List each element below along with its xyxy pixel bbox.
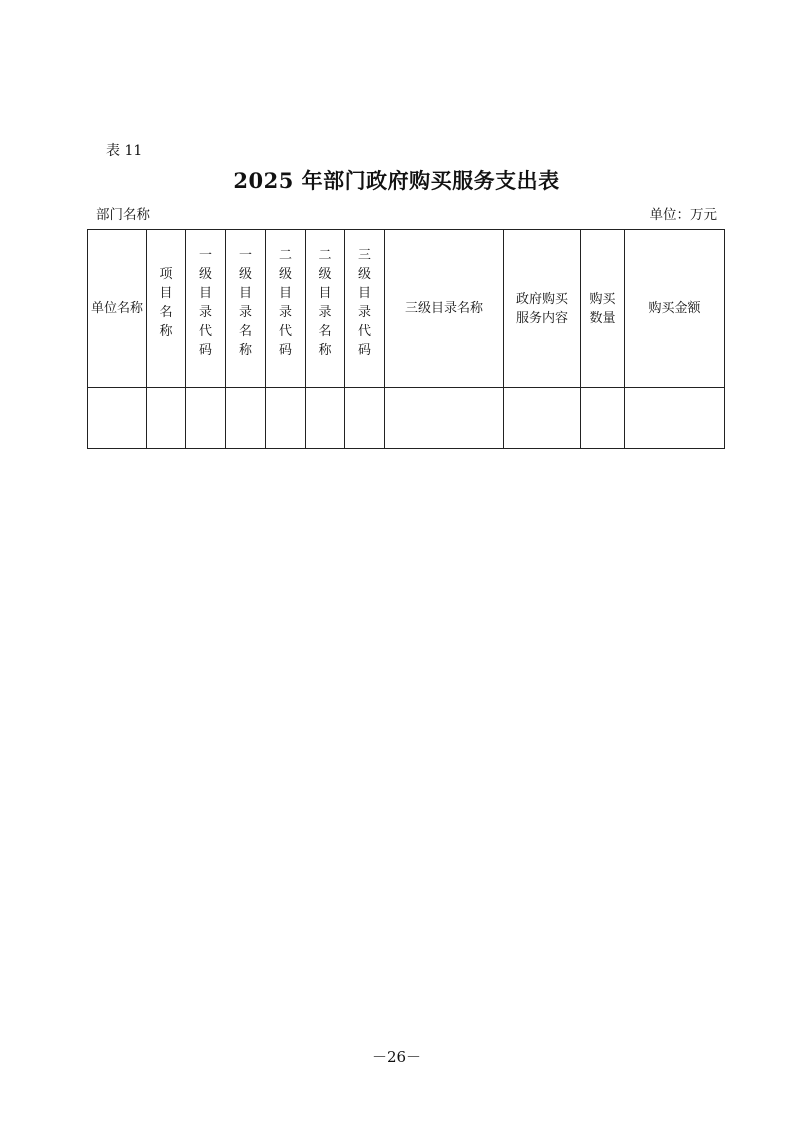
table-cell	[88, 388, 147, 449]
header-level2-code-text: 二级目录代码	[278, 247, 292, 358]
table-cell	[581, 388, 625, 449]
header-quantity	[581, 230, 625, 388]
table-cell	[625, 388, 725, 449]
table-cell	[385, 388, 504, 449]
table-cell	[226, 388, 266, 449]
header-project-name	[147, 230, 186, 388]
table-header-row	[88, 230, 725, 388]
table-cell	[147, 388, 186, 449]
unit-label: 单位：万元	[649, 207, 717, 223]
header-level2-code	[266, 230, 306, 388]
header-level1-name-text: 一级目录名称	[238, 247, 252, 358]
header-level3-code-text: 三级目录代码	[357, 247, 371, 358]
header-quantity-text: 购买数量	[589, 291, 616, 326]
table-cell	[345, 388, 385, 449]
header-level2-name	[306, 230, 345, 388]
department-name-label: 部门名称	[96, 207, 150, 223]
header-service-content	[504, 230, 581, 388]
header-level1-name	[226, 230, 266, 388]
header-amount: 购买金额	[625, 230, 725, 388]
header-unit-name	[88, 230, 147, 388]
header-service-content-text: 政府购买服务内容	[515, 291, 568, 326]
expense-table	[87, 229, 725, 449]
header-level1-code-text: 一级目录代码	[198, 247, 212, 358]
header-level3-name: 三级目录名称	[385, 230, 504, 388]
table-cell	[186, 388, 226, 449]
header-level1-code	[186, 230, 226, 388]
page-number: －26－	[371, 1048, 422, 1066]
header-level2-name-text: 二级目录名称	[318, 247, 332, 358]
table-cell	[504, 388, 581, 449]
table-cell	[306, 388, 345, 449]
header-unit-name-text: 单位名称	[90, 301, 143, 316]
table-cell	[266, 388, 306, 449]
header-level3-code	[345, 230, 385, 388]
table-number: 表 11	[106, 143, 143, 159]
page-title: 2025 年部门政府购买服务支出表	[233, 168, 560, 193]
header-project-name-text: 项目名称	[159, 266, 173, 339]
table-row	[88, 388, 725, 449]
